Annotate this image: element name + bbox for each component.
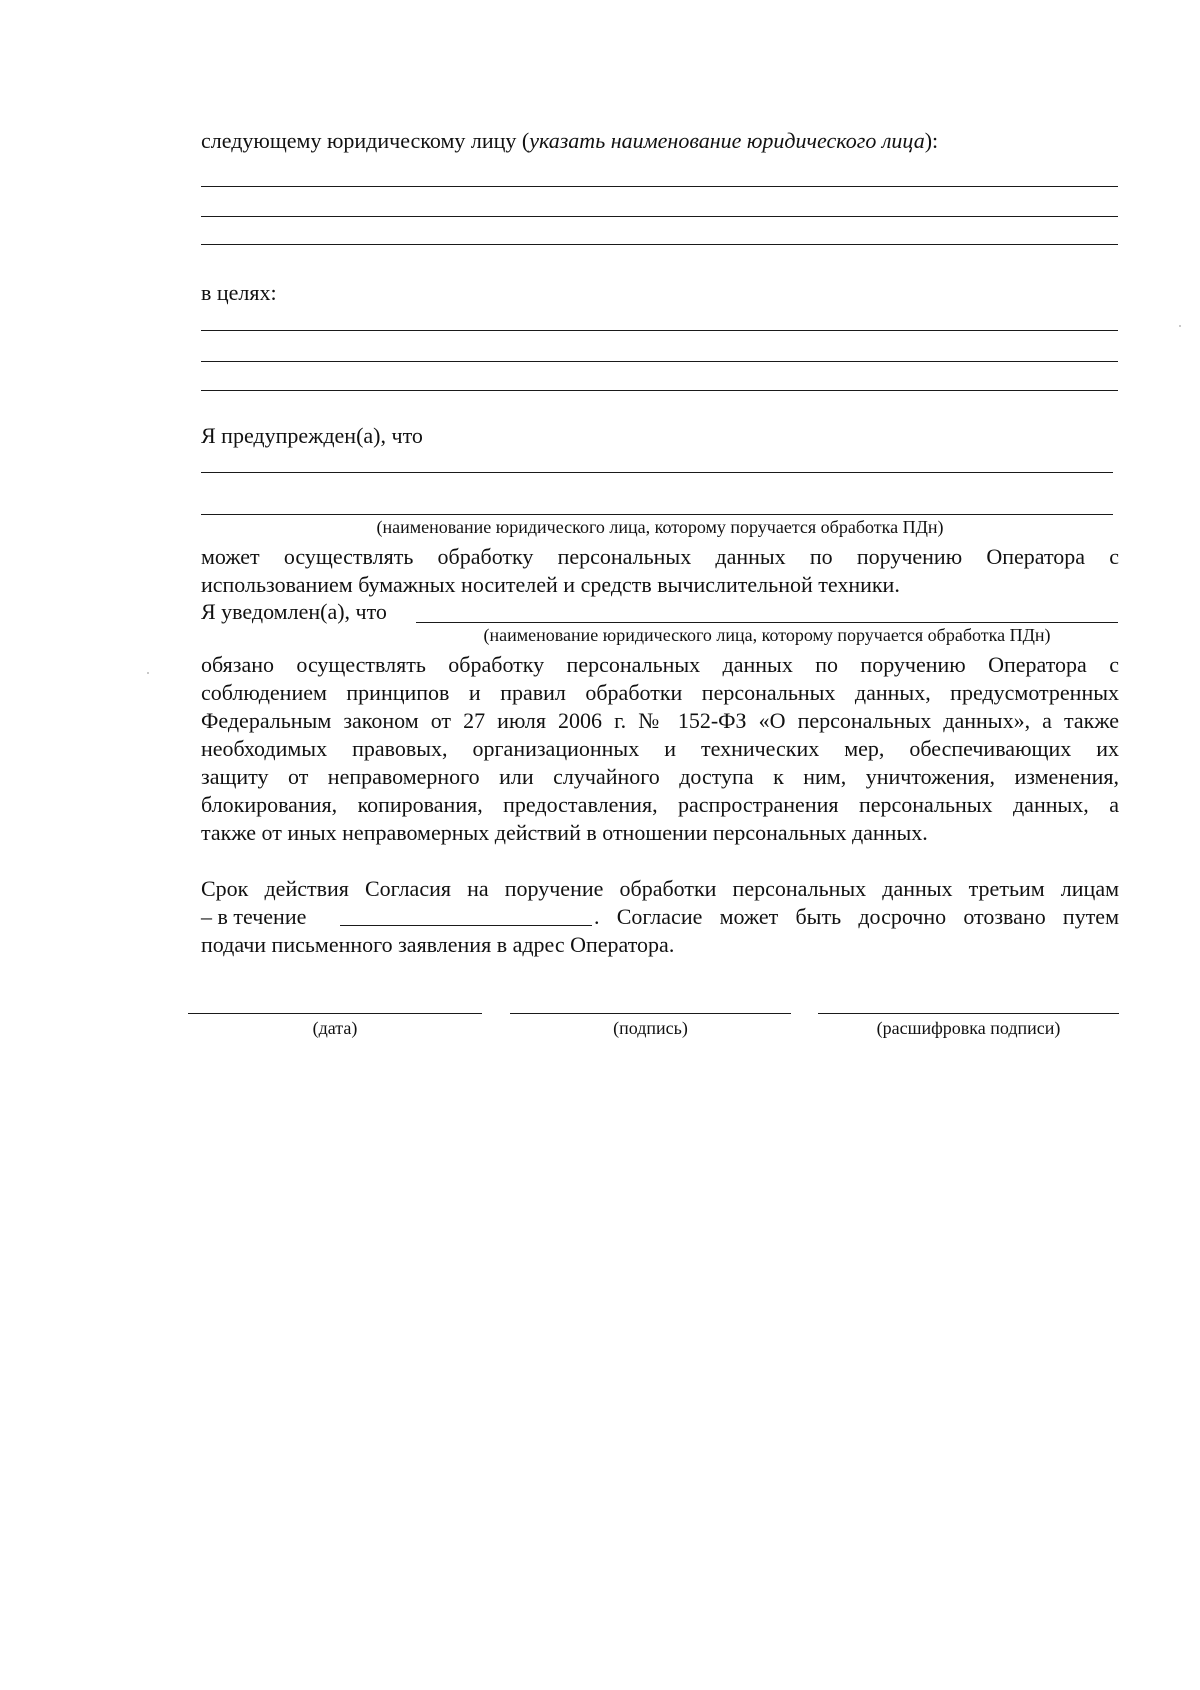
date-line <box>188 1013 482 1014</box>
scan-speck <box>1179 325 1181 327</box>
warned-line-2 <box>201 514 1113 515</box>
recipient-heading-suffix: ): <box>924 128 939 153</box>
recipient-heading <box>201 128 938 154</box>
purposes-line-1 <box>201 330 1118 331</box>
purposes-line-3 <box>201 390 1118 391</box>
paragraph3-line-2-start: – в течение <box>201 904 307 929</box>
warned-line-1 <box>201 472 1113 473</box>
paragraph2-line-3: Федеральным законом от 27 июля 2006 г. № 152-ФЗ «О персональных данных», а также <box>201 708 1119 733</box>
paragraph1-line-1: может осуществлять обработку персональных данных по поручению Оператора с <box>201 544 1119 569</box>
entity-name-line-2 <box>201 216 1118 217</box>
paragraph1-line-2: использованием бумажных носителей и средств вычислительной техники. <box>201 572 900 597</box>
paragraph3-line-1: Срок действия Согласия на поручение обработки персональных данных третьим лицам <box>201 876 1119 901</box>
notified-line <box>416 622 1118 623</box>
warned-label: Я предупрежден(а), что <box>201 423 423 448</box>
entity-name-line-3 <box>201 244 1118 245</box>
notified-row <box>201 599 387 625</box>
entity-caption-2: (наименование юридического лица, которому поручается обработка ПДн) <box>483 625 1051 645</box>
signature-caption: (подпись) <box>613 1018 688 1038</box>
decoding-caption: (расшифровка подписи) <box>876 1018 1061 1038</box>
entity-name-line-1 <box>201 186 1118 187</box>
date-caption: (дата) <box>312 1018 358 1038</box>
paragraph3-line-2-end: . Согласие может быть досрочно отозвано путем <box>594 904 1119 929</box>
paragraph2-line-1: обязано осуществлять обработку персональных данных по поручению Оператора с <box>201 652 1119 677</box>
paragraph2-line-5: защиту от неправомерного или случайного доступа к ним, уничтожения, изменения, <box>201 764 1119 789</box>
paragraph2-line-4: необходимых правовых, организационных и технических мер, обеспечивающих их <box>201 736 1119 761</box>
paragraph3-line-3: подачи письменного заявления в адрес Оператора. <box>201 932 675 957</box>
signature-line <box>510 1013 791 1014</box>
entity-caption-1: (наименование юридического лица, которому поручается обработка ПДн) <box>376 517 944 537</box>
paragraph2-line-2: соблюдением принципов и правил обработки персональных данных, предусмотренных <box>201 680 1119 705</box>
recipient-heading-prefix: следующему юридическому лицу ( <box>201 128 530 153</box>
scan-speck <box>147 672 149 674</box>
notified-label: Я уведомлен(а), что <box>201 599 387 624</box>
purposes-label: в целях: <box>201 280 277 305</box>
recipient-heading-italic: указать наименование юридического лица <box>529 128 925 153</box>
paragraph2-line-6: блокирования, копирования, предоставления, распространения персональных данных, а <box>201 792 1119 817</box>
decoding-line <box>818 1013 1119 1014</box>
term-blank-line <box>340 925 592 926</box>
paragraph2-line-7: также от иных неправомерных действий в отношении персональных данных. <box>201 820 928 845</box>
purposes-line-2 <box>201 361 1118 362</box>
